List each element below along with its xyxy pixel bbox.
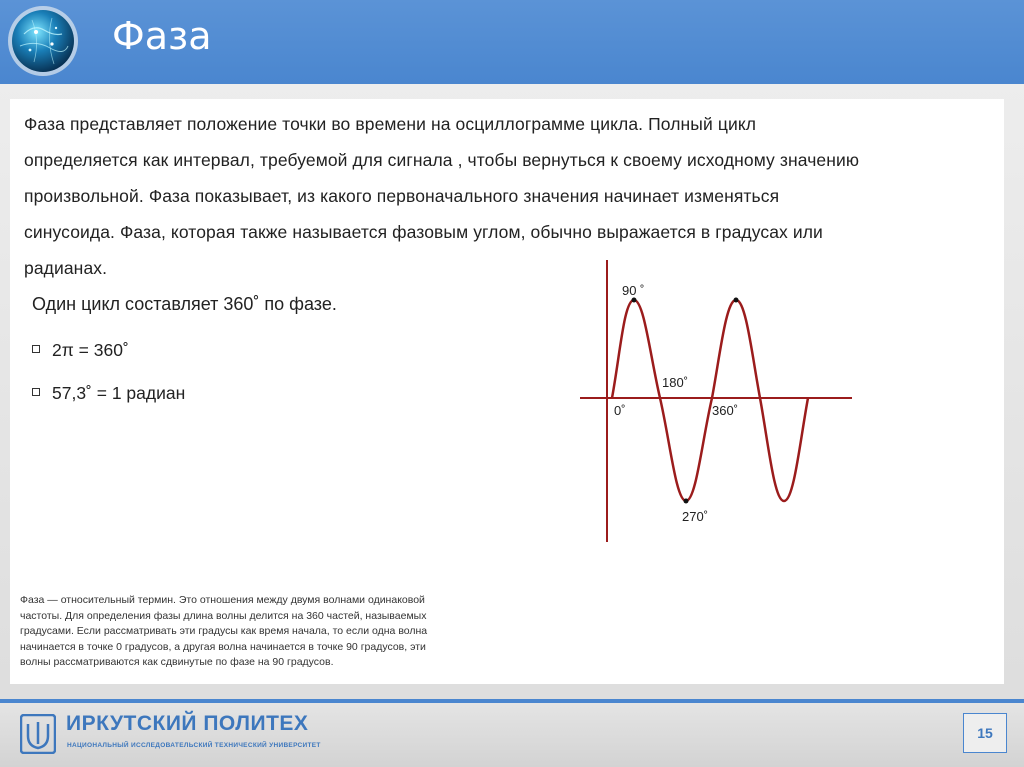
page-number: 15: [977, 725, 993, 741]
square-bullet-icon: [32, 388, 40, 396]
bullet-item: [32, 383, 185, 404]
label-180-degrees: 180˚: [662, 375, 689, 390]
square-bullet-icon: [32, 345, 40, 353]
brand-name: ИРКУТСКИЙ ПОЛИТЕХ: [66, 712, 309, 735]
bullet-text: 57,3˚ = 1 радиан: [52, 383, 186, 403]
paragraph-line: произвольной. Фаза показывает, из какого первоначального значения начинает изменяться: [24, 186, 780, 206]
paragraph-line: синусоида. Фаза, которая также называется фазовым углом, обычно выражается в градусах или: [24, 222, 823, 242]
bullet-item: [32, 340, 129, 361]
brand-subtitle: НАЦИОНАЛЬНЫЙ ИССЛЕДОВАТЕЛЬСКИЙ ТЕХНИЧЕСКИЙ УНИВЕРСИТЕТ: [67, 742, 321, 749]
note-line: начинается в точке 0 градусов, а другая волна начинается в точке 90 градусов, эти: [20, 640, 426, 653]
header-bar: [0, 0, 1024, 84]
university-logo-icon: [20, 714, 56, 754]
peak-point: [734, 298, 739, 303]
sine-wave: [612, 300, 808, 501]
paragraph-line: Фаза представляет положение точки во времени на осциллограмме цикла. Полный цикл: [24, 114, 757, 134]
label-90-degrees: 90 ˚: [622, 283, 645, 298]
slide-title: Фаза: [112, 14, 212, 58]
note-line: Фаза — относительный термин. Это отношения между двумя волнами одинаковой: [20, 594, 425, 606]
globe-icon: [6, 4, 80, 78]
phase-note: [20, 593, 460, 671]
page-number-box: [963, 713, 1007, 753]
note-line: градусами. Если рассматривать эти градусы как время начала, то если одна волна: [20, 625, 428, 637]
paragraph-line: определяется как интервал, требуемой для сигнала , чтобы вернуться к своему исходному значению: [24, 150, 860, 170]
cycle-statement: Один цикл составляет 360˚ по фазе.: [32, 294, 337, 314]
paragraph-line: радианах.: [24, 258, 108, 278]
bullet-text: 2π = 360˚: [52, 340, 129, 360]
note-line: волны рассматриваются как сдвинутые по фазе на 90 градусов.: [20, 656, 334, 668]
sine-wave-diagram: [570, 255, 860, 545]
label-0-degrees: 0˚: [614, 403, 626, 418]
trough-point: [684, 499, 689, 504]
note-line: частоты. Для определения фазы длина волны делится на 360 частей, называемых: [20, 609, 427, 622]
label-360-degrees: 360˚: [712, 403, 739, 418]
label-270-degrees: 270˚: [682, 509, 709, 524]
peak-point: [632, 298, 637, 303]
